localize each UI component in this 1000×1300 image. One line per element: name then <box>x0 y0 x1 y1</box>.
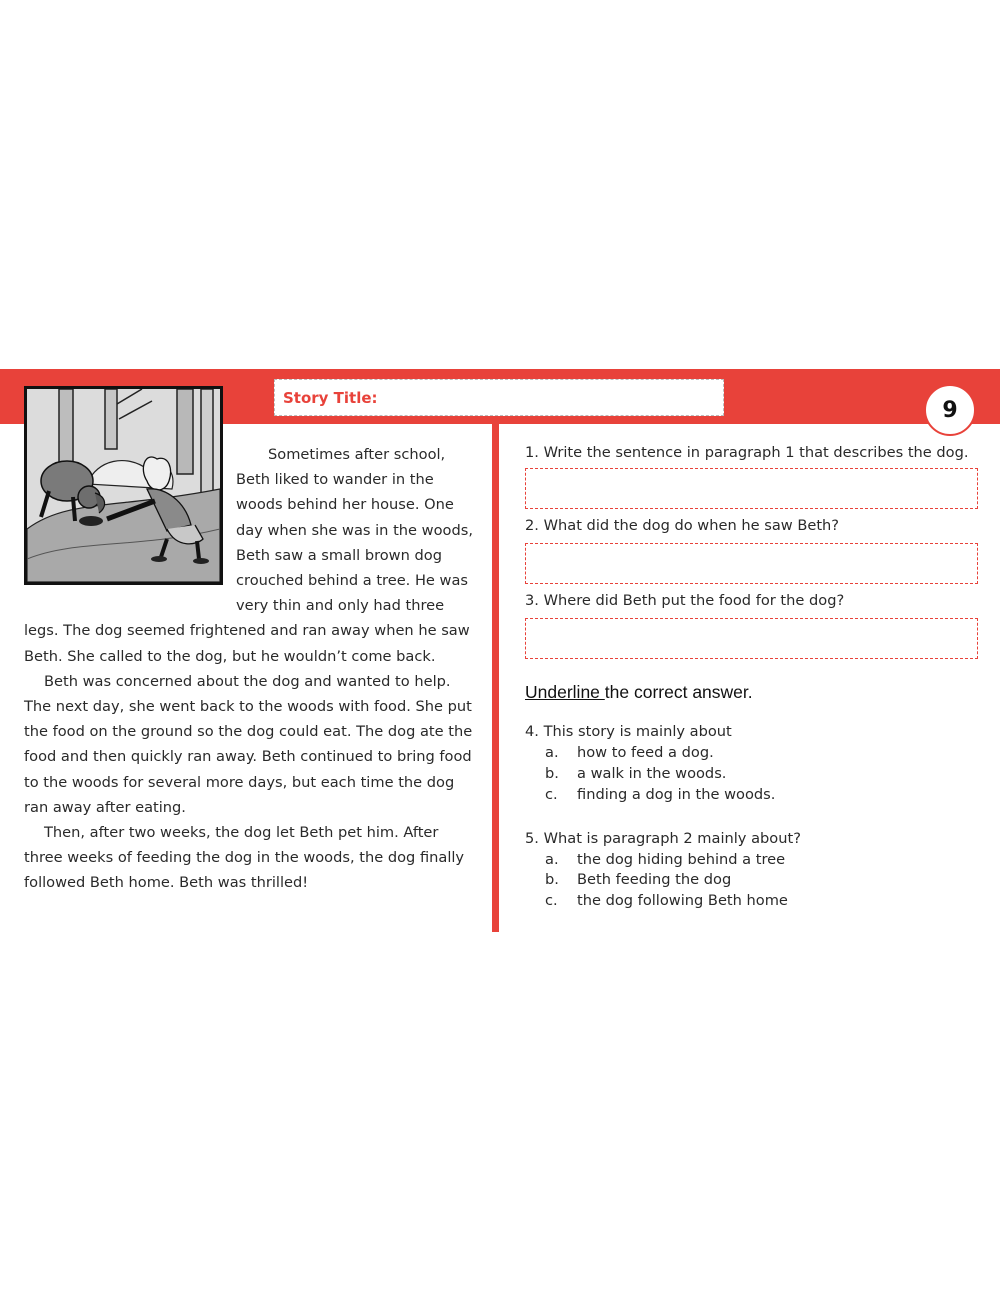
page-number: 9 <box>942 397 958 423</box>
page-number-badge <box>924 384 976 436</box>
option-5c[interactable]: c. the dog following Beth home <box>545 892 788 909</box>
option-4a[interactable]: a. how to feed a dog. <box>545 744 714 761</box>
story-line: Beth. She called to the dog, but he wouldn’t come back. <box>24 647 436 665</box>
story-text <box>24 442 480 896</box>
instruction-rest: the correct answer. <box>604 682 753 702</box>
story-line: crouched behind a tree. He was <box>236 572 469 590</box>
column-divider <box>492 424 499 932</box>
story-line: Then, after two weeks, the dog let Beth pet him. After <box>44 824 439 842</box>
option-4c[interactable]: c. finding a dog in the woods. <box>545 786 776 803</box>
instruction-text <box>525 682 753 703</box>
option-5a[interactable]: a. the dog hiding behind a tree <box>545 851 786 868</box>
story-line: very thin and only had three <box>236 597 445 615</box>
option-4b[interactable]: b. a walk in the woods. <box>545 765 727 782</box>
story-line: the food on the ground so the dog could eat. The dog ate the <box>24 723 473 741</box>
story-line: followed Beth home. Beth was thrilled! <box>24 874 309 892</box>
story-line: Beth liked to wander in the <box>236 471 434 489</box>
story-line: day when she was in the woods, <box>236 521 473 539</box>
question-1: 1. Write the sentence in paragraph 1 that describes the dog. <box>525 444 969 461</box>
story-line: three weeks of feeding the dog in the woods, the dog finally <box>24 849 465 867</box>
instruction-underlined: Underline <box>525 682 605 702</box>
story-title-label: Story Title: <box>283 389 378 407</box>
story-line: legs. The dog seemed frightened and ran away when he saw <box>24 622 470 640</box>
question-5: 5. What is paragraph 2 mainly about? <box>525 830 801 847</box>
answer-box-2[interactable] <box>525 543 978 584</box>
story-line: ran away after eating. <box>24 798 186 816</box>
story-line: Beth was concerned about the dog and wanted to help. <box>44 672 451 690</box>
story-title-field[interactable] <box>274 379 724 416</box>
question-4: 4. This story is mainly about <box>525 723 732 740</box>
story-line: to the woods for several more days, but each time the dog <box>24 773 455 791</box>
answer-box-3[interactable] <box>525 618 978 659</box>
story-line: woods behind her house. One <box>236 496 454 514</box>
answer-box-1[interactable] <box>525 468 978 509</box>
question-3: 3. Where did Beth put the food for the dog? <box>525 592 845 609</box>
option-5b[interactable]: b. Beth feeding the dog <box>545 871 732 888</box>
question-2: 2. What did the dog do when he saw Beth? <box>525 517 840 534</box>
story-line: Sometimes after school, <box>268 446 446 463</box>
story-line: food and then quickly ran away. Beth continued to bring food <box>24 748 472 766</box>
story-line: The next day, she went back to the woods with food. She put <box>24 698 472 716</box>
story-line: Beth saw a small brown dog <box>236 546 442 564</box>
